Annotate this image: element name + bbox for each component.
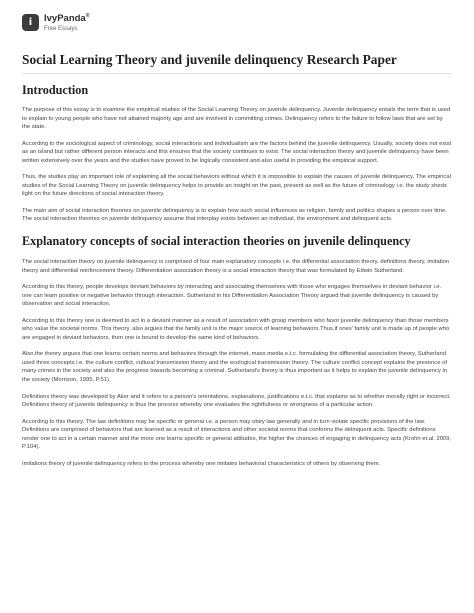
paragraph: Definitions theory was developed by Aker and it refers to a person's orientations, explanations, justifications e.t.c. that explains as to whether morally right or incorrect. Definitions theory of juvenile delinquency is thus the process whereby one evaluates the rightfulness or wrongness of a particular action. <box>22 393 451 409</box>
title-divider <box>22 73 452 74</box>
paragraph: Also,the theory argues that one learns certain norms and behaviors through the internet, mass media e.t.c. formulating the differential association theory, Sutherland used three concepts i.e. the culture conflict, cultural transmission theory and the ecological transmission theory. The culture conflict concept explains the presence of many crimes in the society and also the progress towards becoming a criminal. Sutherland's theory is thus important as it helps to explain the juvenile delinquency in the society (Morrison, 1995, P.51). <box>22 351 448 384</box>
paragraph: According to this theory. The law definitions may be specific or general i.e. a person may obey law generally and in turn violate specific provisions of the law. Definitions are comprised of behaviors that are learned as a result of interactions and other societal norms that conforms the delinquent acts. Specific definitions render one to act in a certain manner and the more one learns specific or general attitudes, the higher the chances of engaging in delinquency acts (Krohn et.al. 2009, P.104). <box>22 418 452 451</box>
paragraph: According to this theory one is deemed to act in a deviant manner as a result of association with group members who favor juvenile delinquency than those members who value the societal norms. This theory, also argues that the family unit is the major source of learning behaviors.Thus,if ones' family unit is made up of people who are engaged in deviant behaviors, then one is bound to develop the same kind of behaviors. <box>22 317 450 341</box>
paragraph: According to this theory, people develops deviant behaviors by interacting and associating themselves with those who engages themselves in deviant behavior i.e. one can learn positive or negative behavior through interaction. Sutherland in his Differentiation Association Theory argued that juvenile delinquency is caused by observation and social interaction. <box>22 284 442 308</box>
section-heading-introduction: Introduction <box>22 83 89 97</box>
paragraph: Imitations theory of juvenile delinquency refers to the process whereby one imitates behavioral characteristics of others by observing them. <box>22 460 381 467</box>
document-title: Social Learning Theory and juvenile delinquency Research Paper <box>22 52 397 67</box>
brand-block <box>44 14 89 32</box>
paragraph: According to the sociological aspect of criminology, social interactions and individualism are the factors behind the juvenile delinquency. Usually, society does not exist as an island but rather different person interacts and this ensures that the society continues to exist. The social interaction theory and juvenile delinquency have been written extensively over the years and the studies have proved to be logically consistent and also useful in providing the empirical support. <box>22 140 452 164</box>
paragraph: The purpose of this essay is to examine the empirical studies of the Social Learning Theory on juvenile delinquency. Juvenile delinquency entails the term that is used to explain to young people who have not attained majority age and are involved in committing crimes. Delinquency refers to the failure to follow laws that are set by the state. <box>22 107 451 131</box>
brand-name[interactable]: IvyPanda® <box>44 13 90 25</box>
ivypanda-logo-icon[interactable]: i <box>22 14 39 31</box>
brand-subtitle: Free Essays <box>44 25 78 32</box>
paragraph: The social interaction theory on juvenile delinquency is comprised of four main explanatory concepts i.e. the differential association theory, definitions theory, imitation theory and differential reinforcement theory. Differentiation association theory is a social interaction theory that was formulated by Edwin Sutherland. <box>22 259 450 274</box>
paragraph: The main aim of social interaction theories on juvenile delinquency is to explain how such social influences as religion, family and politics shapes a person over time. The social interaction theories on juvenile delinquency assume that interplay exists between an individual, the environment and delinquent acts. <box>22 207 447 223</box>
brand-registered-mark: ® <box>85 13 90 19</box>
section-heading-explanatory-concepts: Explanatory concepts of social interaction theories on juvenile delinquency <box>22 234 411 249</box>
document-body <box>22 80 452 476</box>
site-header <box>22 14 89 32</box>
paragraph: Thus, the studies play an important role of explaining all the social behaviors without which it is impossible to explain the causes of juvenile delinquency. The empirical studies of the Social Learning Theory on juvenile delinquency helps to provide an insight on the past, present as well as the future of criminology i.e. the study sheds light on the future directions of social interaction theory. <box>22 174 451 198</box>
